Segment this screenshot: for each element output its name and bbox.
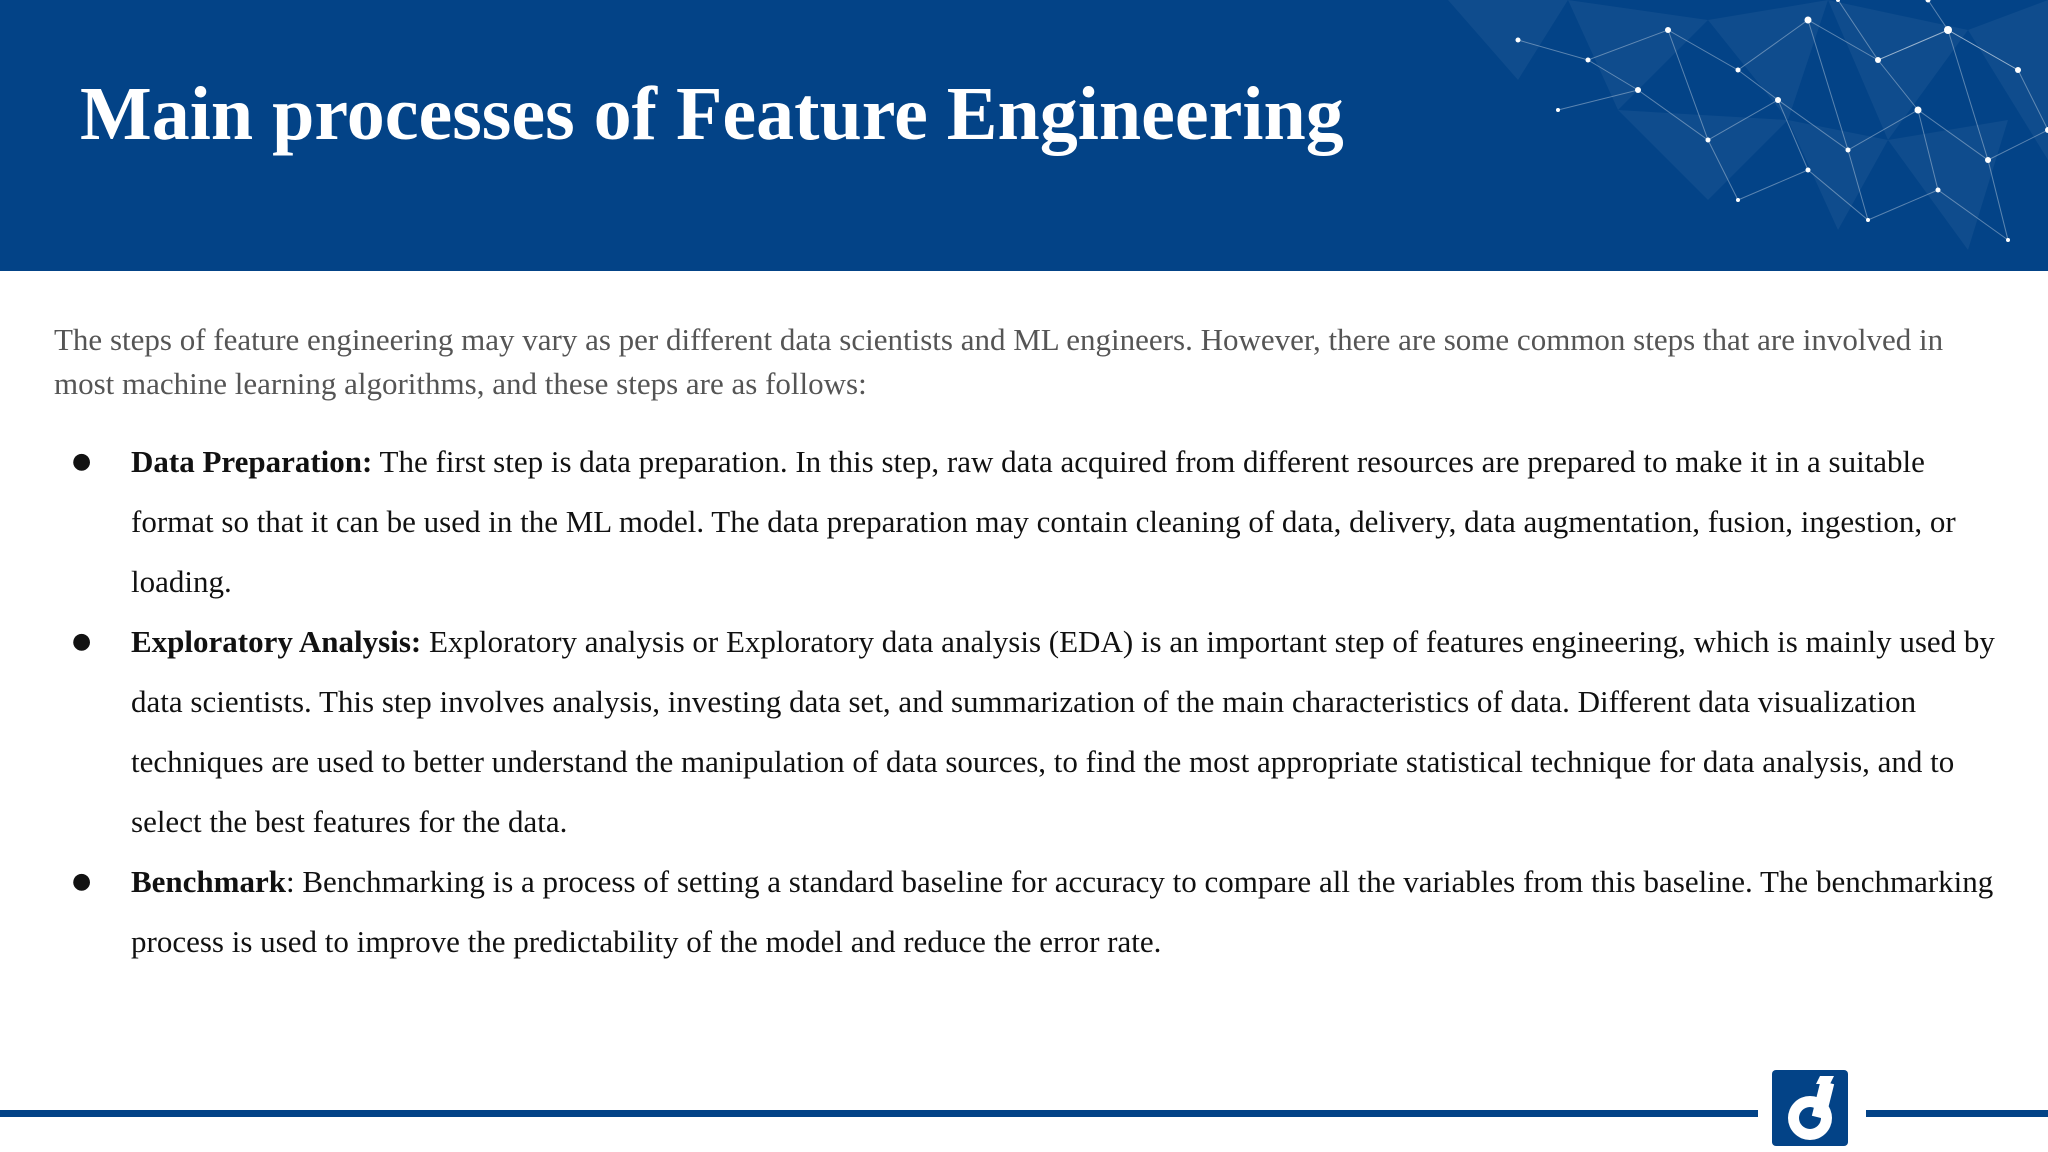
bullet-term: Exploratory Analysis:	[131, 624, 422, 659]
bullet-icon: ●	[72, 449, 92, 474]
bullet-text: The first step is data preparation. In this step, raw data acquired from different resources are prepared to make it in a suitable format so that it can be used in the ML model. The data preparation may contain cleaning of data, delivery, data augmentation, fusion, ingestion, or loading.	[131, 444, 1956, 599]
footer-divider-left	[0, 1110, 1758, 1117]
intro-paragraph: The steps of feature engineering may vary as per different data scientists and ML engineers. However, there are some common steps that are involved in most machine learning algorithms, and these steps are as follows:	[54, 322, 1944, 401]
page-title: Main processes of Feature Engineering	[80, 72, 1344, 156]
bullet-text: Exploratory analysis or Exploratory data analysis (EDA) is an important step of features engineering, which is mainly used by data scientists. This step involves analysis, investing data set, and summarization of the main characteristics of data. Different data visualization techniques are used to better understand the manipulation of data sources, to find the most appropriate statistical technique for data analysis, and to select the best features for the data.	[131, 624, 1995, 839]
header-banner	[0, 0, 2048, 271]
list-item-exploratory-analysis	[54, 612, 2004, 852]
bullet-icon: ●	[72, 629, 92, 654]
footer-divider-right	[1866, 1110, 2048, 1117]
bullet-term: Benchmark	[131, 864, 286, 899]
bullet-icon: ●	[72, 869, 92, 894]
bullet-term: Data Preparation:	[131, 444, 373, 479]
steps-list	[54, 432, 2004, 972]
bullet-text: : Benchmarking is a process of setting a standard baseline for accuracy to compare all the variables from this baseline. The benchmarking process is used to improve the predictability of the model and reduce the error rate.	[131, 864, 1994, 959]
brand-logo-icon	[1770, 1068, 1850, 1148]
list-item-data-preparation	[54, 432, 2004, 612]
network-pattern-icon	[1408, 0, 2048, 271]
list-item-benchmark	[54, 852, 2004, 972]
